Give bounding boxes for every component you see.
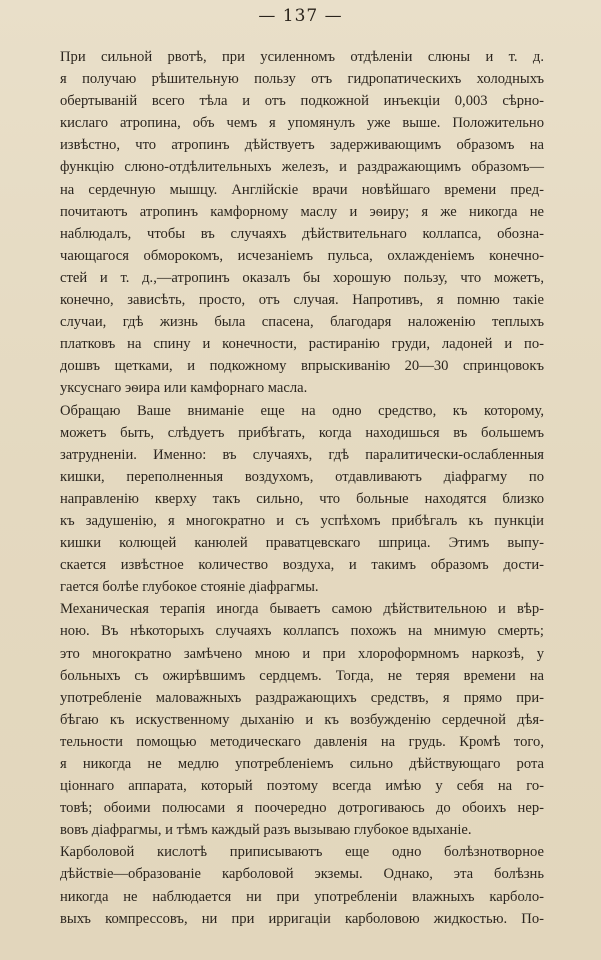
text-line: наблюдалъ, чтобы въ случаяхъ дѣйствительнаго коллапса, обозна- [60,225,544,242]
text-line: скается извѣстное количество воздуха, и такимъ образомъ дости- [60,557,544,574]
text-line: на сердечную мышцу. Англійскіе врачи новѣйшаго времени пред- [60,181,544,198]
text-line: конечно, зависѣть, просто, отъ случая. Напротивъ, я помню такіе [60,292,544,309]
text-line: я получаю рѣшительную пользу отъ гидропатическихъ холодныхъ [60,71,544,88]
text-line: платковъ на спину и конечности, растиранію груди, ладоней и по- [60,336,544,353]
paragraph-1 [60,46,544,400]
text-line: Карболовой кислотѣ приписываютъ еще одно болѣзнотворное [60,844,544,861]
text-line: товѣ; обоими полюсами я поочередно дотрогиваюсь до обоихъ нер- [60,800,544,817]
text-line: гается болѣе глубокое стояніе діафрагмы. [60,579,319,596]
text-line: направленію кверху такъ сильно, что больные находятся близко [60,490,544,507]
text-line: тельности помощью методическаго давленія на грудь. Кромѣ того, [60,733,544,750]
paragraph-2 [60,400,544,599]
text-line: почитаютъ атропинъ камфорному маслу и эѳиру; я же никогда не [60,203,544,220]
text-line: функцію слюно-отдѣлительныхъ железъ, и раздражающимъ образомъ— [60,159,544,176]
text-line: обертываній всего тѣла и отъ подкожной инъекціи 0,003 сѣрно- [60,93,544,110]
text-line: чающагося обморокомъ, исчезаніемъ пульса, охлажденіемъ конечно- [60,247,544,264]
text-line: бѣгаю къ искуственному дыханію и къ возбужденію сердечной дѣя- [60,711,544,728]
text-line: уксуснаго эѳира или камфорнаго масла. [60,380,308,397]
text-line: ціоннаго аппарата, который поэтому всегда имѣю у себя на го- [60,778,544,795]
text-line: можетъ быть, слѣдуетъ прибѣгать, когда находишься въ большемъ [60,424,544,441]
text-line: къ задушенію, я многократно и съ успѣхомъ прибѣгалъ къ пункціи [60,512,544,529]
text-line: я никогда не медлю употребленіемъ сильно дѣйствующаго рота [60,756,544,772]
text-line: дѣйствіе—образованіе карболовой экземы. Однако, эта болѣзнь [60,866,544,883]
text-line: употребленіе маловажныхъ раздражающихъ средствъ, я прямо при- [60,689,544,706]
paragraph-3 [60,598,544,841]
text-line: кислаго атропина, объ чемъ я упомянулъ уже выше. Положительно [60,115,544,132]
text-line: стей и т. д.,—атропинъ оказалъ бы хорошую пользу, что можетъ, [60,269,544,286]
text-line: никогда не наблюдается ни при употребленіи влажныхъ карболо- [60,888,544,905]
text-line: Механическая терапія иногда бываетъ самою дѣйствительною и вѣр- [60,601,544,618]
text-line: больныхъ съ ожирѣвшимъ сердцемъ. Тогда, не теряя времени на [60,667,544,684]
text-line: вовъ діафрагмы, и тѣмъ каждый разъ вызываю глубокое вдыханіе. [60,822,472,839]
paragraph-4 [60,841,544,929]
text-line: дошвъ щетками, и подкожному впрыскиванію 20—30 спринцовокъ [60,358,544,375]
text-line: случаи, гдѣ жизнь была спасена, благодаря наложенію теплыхъ [60,314,544,331]
text-line: извѣстно, что атропинъ дѣйствуетъ задерживающимъ образомъ на [60,137,544,154]
text-line: Обращаю Ваше вниманіе еще на одно средство, къ которому, [60,402,544,419]
body-text [60,46,544,930]
text-line: выхъ компрессовъ, ни при ирригаціи карболовою жидкостью. По- [60,910,544,927]
text-line: кишки колющей канюлей праватцевскаго шприца. Этимъ выпу- [60,535,544,552]
text-line: затрудненіи. Именно: въ случаяхъ, гдѣ паралитически-ослабленныя [60,446,544,463]
text-line: При сильной рвотѣ, при усиленномъ отдѣленіи слюны и т. д. [60,49,544,65]
page-number: — 137 — [258,6,343,26]
text-line: это многократно замѣчено мною и при хлороформномъ наркозѣ, у [60,645,544,662]
text-line: кишки, переполненныя воздухомъ, отдавливаютъ діафрагму по [60,468,544,485]
text-line: ною. Въ нѣкоторыхъ случаяхъ коллапсъ похожъ на мнимую смерть; [60,623,544,640]
